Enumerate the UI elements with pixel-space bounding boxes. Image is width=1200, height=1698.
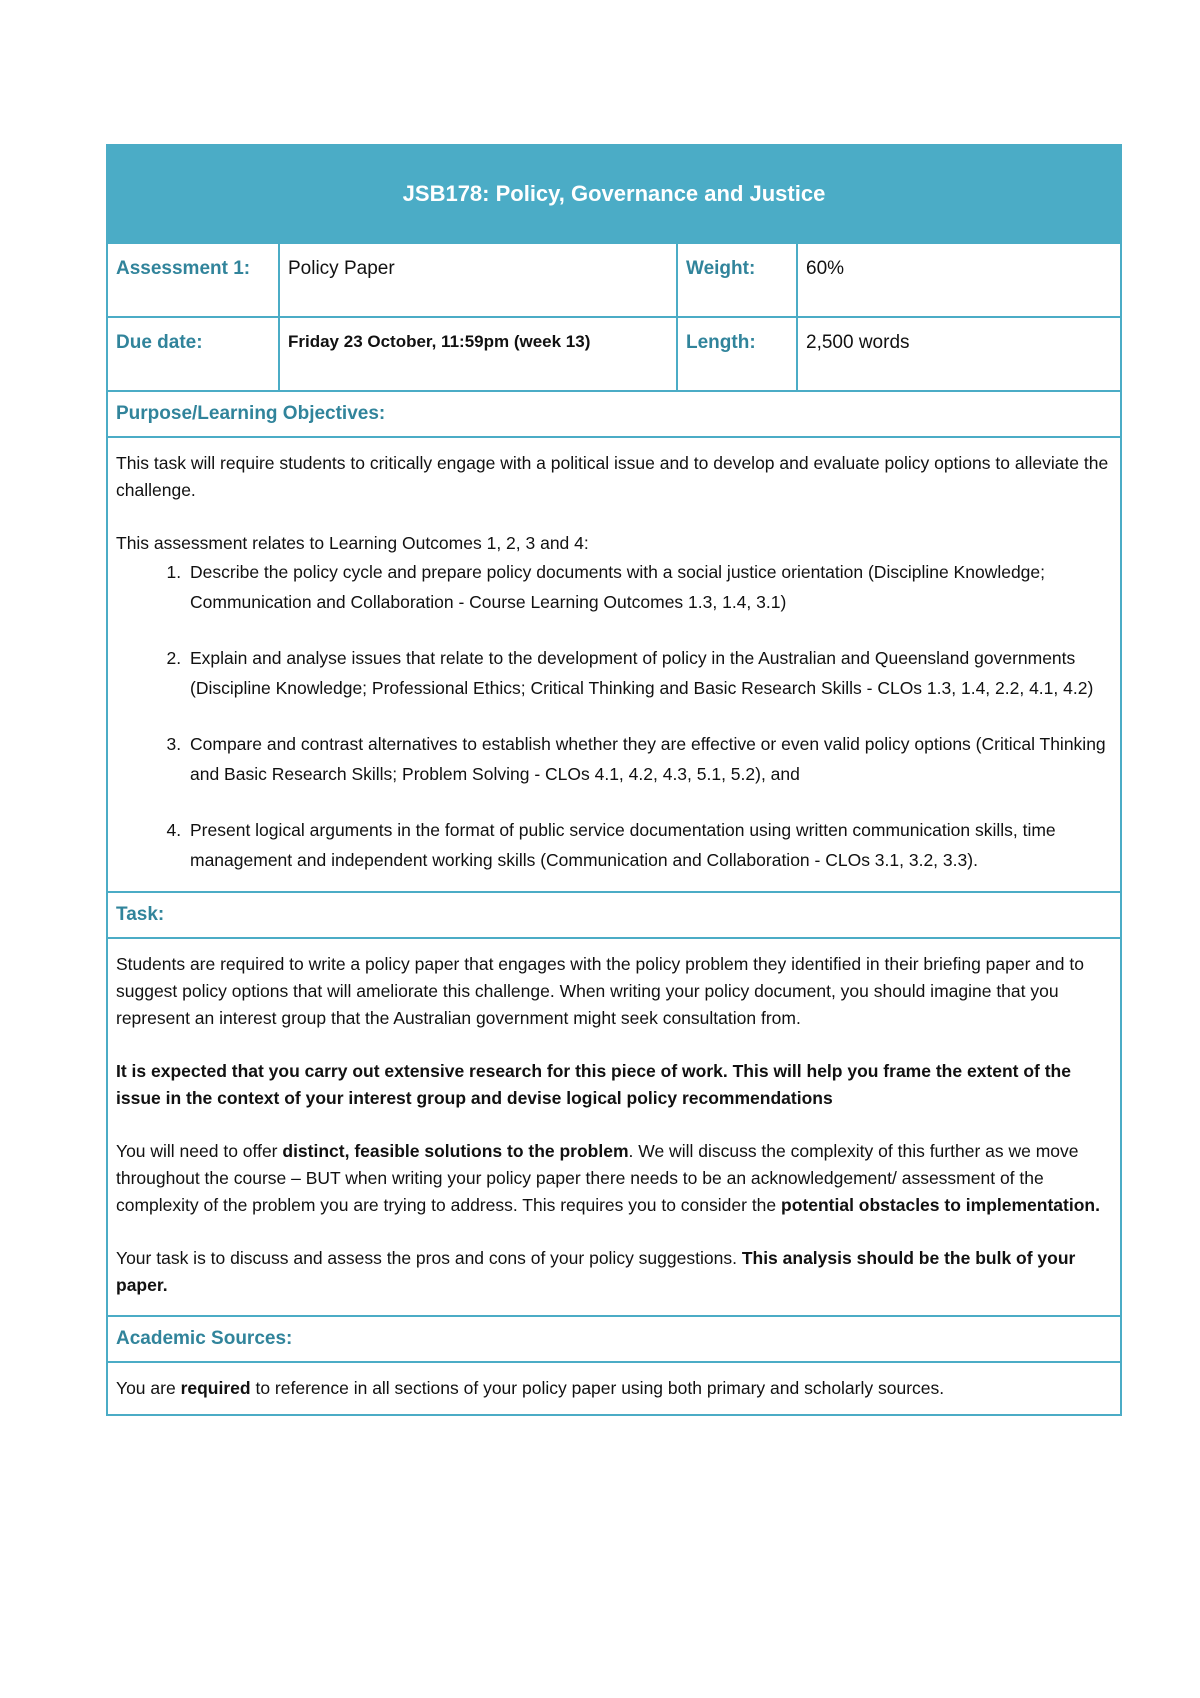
purpose-heading-row xyxy=(108,390,1120,436)
list-item: 1. Describe the policy cycle and prepare policy documents with a social justice orientation (Discipline Knowledge; Communication and Collaboration - Course Learning Outcomes 1.3, 1.4, 3.1) xyxy=(186,557,1112,617)
title-bar xyxy=(108,146,1120,244)
task-paragraph-2: It is expected that you carry out extensive research for this piece of work. This will help you frame the extent of the issue in the context of your interest group and devise logical policy recommendations xyxy=(116,1061,1071,1108)
assessment-sheet xyxy=(106,144,1122,1416)
meta-row-due xyxy=(108,316,1120,390)
assessment-value: Policy Paper xyxy=(278,244,676,316)
assessment-label: Assessment 1: xyxy=(116,258,251,279)
length-label: Length: xyxy=(676,318,796,390)
length-value: 2,500 words xyxy=(796,318,1120,390)
task-p3-emphasis-2: potential obstacles to implementation. xyxy=(781,1195,1100,1215)
sources-text-c: to reference in all sections of your policy paper using both primary and scholarly sources. xyxy=(250,1378,945,1398)
task-paragraph-4 xyxy=(116,1245,1112,1299)
sources-text-a: You are xyxy=(116,1378,181,1398)
sources-body-row xyxy=(108,1361,1120,1414)
list-item: 3. Compare and contrast alternatives to establish whether they are effective or even valid policy options (Critical Thinking and Basic Research Skills; Problem Solving - CLOs 4.1, 4.2, 4.3, 5.1, 5.2), and xyxy=(186,729,1112,789)
outcomes-intro: This assessment relates to Learning Outcomes 1, 2, 3 and 4: xyxy=(116,533,589,553)
task-p4-emphasis: This analysis should be the bulk of your paper. xyxy=(116,1248,1076,1295)
meta-row-assessment xyxy=(108,244,1120,316)
task-p3-text-a: You will need to offer xyxy=(116,1141,283,1161)
purpose-body xyxy=(108,438,1120,891)
task-p3-emphasis-1: distinct, feasible solutions to the problem xyxy=(282,1141,629,1161)
page-title: JSB178: Policy, Governance and Justice xyxy=(402,181,826,206)
weight-label: Weight: xyxy=(676,244,796,316)
sources-body xyxy=(108,1363,952,1414)
task-body xyxy=(108,939,1120,1315)
list-item: 2. Explain and analyse issues that relate to the development of policy in the Australian and Queensland governments (Discipline Knowledge; Professional Ethics; Critical Thinking and Basic Research Skills - CLOs 1.3, 1.4, 2.2, 4.1, 4.2) xyxy=(186,643,1112,703)
list-item: 4. Present logical arguments in the format of public service documentation using written communication skills, time management and independent working skills (Communication and Collaboration - CLOs 3.1, 3.2, 3.3). xyxy=(186,815,1112,875)
weight-value: 60% xyxy=(796,244,1120,316)
outcomes-list xyxy=(116,557,1112,875)
sources-emphasis: required xyxy=(180,1378,251,1398)
purpose-heading: Purpose/Learning Objectives: xyxy=(116,403,386,424)
due-date-label: Due date: xyxy=(116,332,203,353)
task-paragraph-3 xyxy=(116,1138,1112,1219)
task-body-row xyxy=(108,937,1120,1315)
task-heading: Task: xyxy=(116,904,165,925)
task-p3-text-c: . We will discuss the complexity of this further as we move throughout the course – BUT when writing your policy paper there needs to be an acknowledgement/ assessment of the complexity of the problem you are trying to address. This requires you to consider the xyxy=(116,1141,1079,1215)
sources-heading-row xyxy=(108,1315,1120,1361)
sources-heading: Academic Sources: xyxy=(116,1328,293,1349)
purpose-intro: This task will require students to critically engage with a political issue and to develop and evaluate policy options to alleviate the challenge. xyxy=(116,453,1109,500)
task-p4-text-a: Your task is to discuss and assess the pros and cons of your policy suggestions. xyxy=(116,1248,742,1268)
due-date-value: Friday 23 October, 11:59pm (week 13) xyxy=(278,318,676,390)
task-paragraph-1: Students are required to write a policy paper that engages with the policy problem they identified in their briefing paper and to suggest policy options that will ameliorate this challenge. When writing your policy document, you should imagine that you represent an interest group that the Australian government might seek consultation from. xyxy=(116,954,1084,1028)
purpose-body-row xyxy=(108,436,1120,891)
task-heading-row xyxy=(108,891,1120,937)
